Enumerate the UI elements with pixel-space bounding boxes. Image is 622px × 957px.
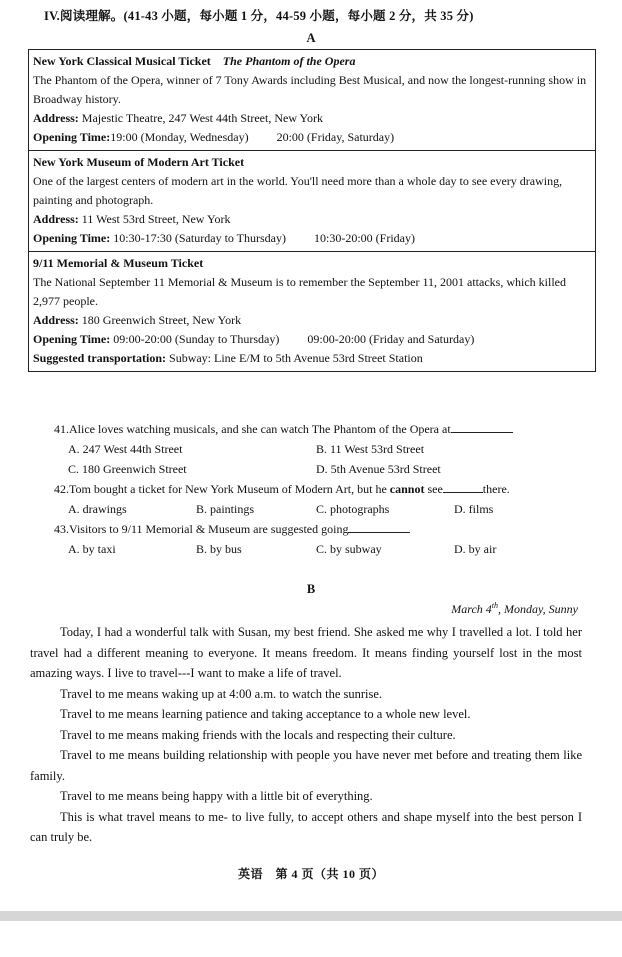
paragraph: This is what travel means to me- to live fully, to accept others and shape myself into the best person I can truly be. xyxy=(30,809,582,844)
ticket-description: The Phantom of the Opera, winner of 7 Tony Awards including Best Musical, and now the longest-running show in Broadway history. xyxy=(33,73,587,106)
ticket-address: Majestic Theatre, 247 West 44th Street, New York xyxy=(81,111,324,125)
answer-blank xyxy=(348,520,410,533)
opening-time-label: Opening Time: xyxy=(33,332,111,346)
ticket-title: New York Museum of Modern Art Ticket xyxy=(33,155,245,169)
section-heading: IV.阅读理解。(41-43 小题，每小题 1 分，44-59 小题，每小题 2 分，共 35 分) xyxy=(44,9,474,23)
part-b-label: B xyxy=(306,582,316,596)
address-label: Address: xyxy=(33,212,79,226)
question-stem: 42.Tom bought a ticket for New York Museum of Modern Art, but he xyxy=(54,482,387,496)
options-row xyxy=(68,439,594,459)
paragraph: Travel to me means waking up at 4:00 a.m. to watch the sunrise. xyxy=(60,686,383,701)
opening-time-label: Opening Time: xyxy=(33,130,111,144)
opening-time-2: 10:30-20:00 (Friday) xyxy=(314,231,416,245)
emphasis-word: cannot xyxy=(389,482,425,496)
passage-b xyxy=(30,622,582,848)
option-d: D. 5th Avenue 53rd Street xyxy=(316,462,441,476)
paragraph: Travel to me means building relationship with people you have never met before and treating them like family. xyxy=(30,748,582,783)
option-c: C. 180 Greenwich Street xyxy=(68,462,187,476)
opening-time-1: 10:30-17:30 (Saturday to Thursday) xyxy=(113,231,287,245)
opening-time-1: 19:00 (Monday, Wednesday) xyxy=(110,130,249,144)
paragraph: Travel to me means learning patience and taking acceptance to a whole new level. xyxy=(60,707,471,721)
option-d: D. films xyxy=(454,502,494,516)
diary-date: March 4th, Monday, Sunny xyxy=(451,601,578,616)
transport-label: Suggested transportation: xyxy=(33,351,167,365)
ticket-911-memorial xyxy=(29,251,595,371)
ticket-description: The National September 11 Memorial & Museum is to remember the September 11, 2001 attacks, which killed 2,977 people. xyxy=(33,275,566,308)
options-row xyxy=(68,539,594,559)
option-a: A. by taxi xyxy=(68,542,116,556)
address-label: Address: xyxy=(33,111,79,125)
question-stem-end: there. xyxy=(482,482,510,496)
answer-blank xyxy=(443,480,483,493)
option-c: C. photographs xyxy=(316,502,390,516)
question-42 xyxy=(54,479,594,499)
transport-text: Subway: Line E/M to 5th Avenue 53rd Street Station xyxy=(169,351,423,365)
opening-time-label: Opening Time: xyxy=(33,231,111,245)
opening-time-2: 20:00 (Friday, Saturday) xyxy=(276,130,395,144)
ticket-subtitle: The Phantom of the Opera xyxy=(222,54,356,68)
scroll-divider xyxy=(0,911,622,921)
option-b: B. 11 West 53rd Street xyxy=(316,442,425,456)
opening-time-1: 09:00-20:00 (Sunday to Thursday) xyxy=(113,332,280,346)
ticket-address: 180 Greenwich Street, New York xyxy=(81,313,242,327)
ticket-table xyxy=(28,49,596,372)
paragraph: Today, I had a wonderful talk with Susan, my best friend. She asked me why I travelled a lot. I told her travel had a different meaning to everyone. It means freedom. It means finding yourself lost in the most amazing ways. I live to travel---I want to make a life of travel. xyxy=(30,625,582,680)
question-stem-cont: see xyxy=(427,482,443,496)
questions-41-43 xyxy=(54,419,594,559)
options-row xyxy=(68,459,594,479)
option-c: C. by subway xyxy=(316,542,382,556)
question-43 xyxy=(54,519,594,539)
option-d: D. by air xyxy=(454,542,497,556)
ticket-title: New York Classical Musical Ticket xyxy=(33,54,211,68)
option-a: A. 247 West 44th Street xyxy=(68,442,183,456)
paragraph: Travel to me means being happy with a little bit of everything. xyxy=(60,789,373,803)
part-a-label: A xyxy=(306,31,316,45)
options-row xyxy=(68,499,594,519)
question-stem: 41.Alice loves watching musicals, and she can watch The Phantom of the Opera at xyxy=(54,422,451,436)
question-41 xyxy=(54,419,594,439)
page-footer: 英语 第 4 页（共 10 页） xyxy=(237,867,384,881)
ticket-title: 9/11 Memorial & Museum Ticket xyxy=(33,256,204,270)
ticket-description: One of the largest centers of modern art in the world. You'll need more than a whole day to see every drawing, painting and photograph. xyxy=(33,174,563,207)
paragraph: Travel to me means making friends with the locals and respecting their culture. xyxy=(60,727,456,742)
ticket-address: 11 West 53rd Street, New York xyxy=(81,212,231,226)
ticket-moma xyxy=(29,150,595,251)
option-b: B. paintings xyxy=(196,502,255,516)
option-a: A. drawings xyxy=(68,502,127,516)
opening-time-2: 09:00-20:00 (Friday and Saturday) xyxy=(307,332,475,346)
question-stem: 43.Visitors to 9/11 Memorial & Museum are suggested going xyxy=(54,522,349,536)
option-b: B. by bus xyxy=(196,542,242,556)
answer-blank xyxy=(451,420,513,433)
ticket-phantom xyxy=(29,50,595,150)
address-label: Address: xyxy=(33,313,79,327)
